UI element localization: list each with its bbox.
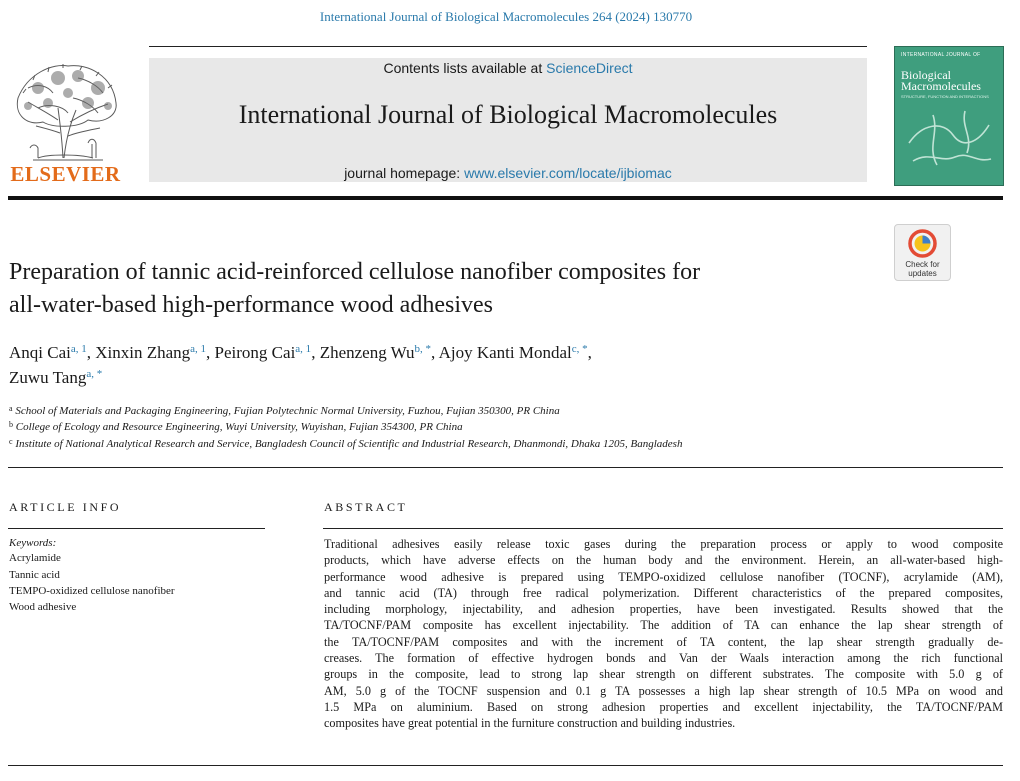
masthead-bottom-rule — [8, 196, 1003, 200]
author-affiliation-mark[interactable]: a, 1 — [295, 343, 312, 355]
affiliation-mark: c — [9, 437, 13, 446]
abstract-line: creases. The formation of effective hydrogen bonds and Van der Waals interaction among the rich functional — [324, 651, 1003, 666]
article-title — [9, 256, 879, 322]
abstract-line: performance wood adhesive is prepared using TEMPO-oxidized cellulose nanofiber (TOCNF), acrylamide (AM), — [324, 569, 1003, 584]
affiliation-b — [9, 421, 463, 433]
abstract-body — [324, 536, 1003, 732]
affiliation-text: College of Ecology and Resource Engineering, Wuyi University, Wuyishan, Fujian 354300, PR China — [15, 421, 463, 433]
affiliation-mark: b — [9, 420, 13, 429]
page-bottom-rule — [8, 765, 1003, 766]
journal-title: International Journal of Biological Macromolecules — [238, 100, 778, 129]
elsevier-wordmark: ELSEVIER — [10, 162, 121, 186]
author-name[interactable]: Anqi Cai — [9, 343, 71, 362]
abstract-rule — [323, 528, 1003, 529]
article-title-line2: all-water-based high-performance wood adhesives — [9, 292, 493, 318]
section-divider — [8, 467, 1003, 468]
affiliation-c — [9, 438, 682, 450]
abstract-heading: ABSTRACT — [324, 500, 408, 514]
author-separator: , — [311, 343, 320, 362]
abstract-line: 1.5 MPa on aluminium. Based on strong adhesion properties and excellent injectability, the TA/TOCNF/PAM — [324, 699, 1003, 714]
article-info-rule — [8, 528, 265, 529]
cover-artwork — [903, 103, 995, 175]
author-name[interactable]: Peirong Cai — [214, 343, 296, 362]
keyword-item: TEMPO-oxidized cellulose nanofiber — [9, 585, 175, 597]
abstract-line: AM, 5.0 g of the TOCNF suspension and 0.1 g TA possesses a high lap shear strength of 10.5 MPa on wood and — [324, 683, 1003, 698]
author-affiliation-mark[interactable]: c, * — [571, 343, 588, 355]
check-updates-label — [895, 260, 950, 278]
keyword-item: Acrylamide — [9, 552, 61, 564]
check-updates-icon — [908, 229, 937, 258]
check-for-updates-button[interactable] — [894, 224, 951, 281]
keyword-item: Wood adhesive — [9, 601, 77, 613]
cover-title — [901, 70, 981, 92]
abstract-line: composites have great potential in the furniture construction and building industries. — [324, 716, 736, 731]
affiliation-text: Institute of National Analytical Research and Service, Bangladesh Council of Scientific and Industrial Research, Dhanmondi, Dhaka 1205, Bangladesh — [15, 438, 683, 450]
author-name[interactable]: Zhenzeng Wu — [319, 343, 415, 362]
journal-cover-thumbnail[interactable] — [894, 46, 1004, 186]
article-info-heading: ARTICLE INFO — [9, 500, 122, 514]
abstract-line: and tannic acid (TA) through free radical polymerization. Different characteristics of the prepared composites, — [324, 585, 1003, 600]
keyword-item: Tannic acid — [9, 569, 60, 581]
masthead-top-rule — [149, 46, 867, 47]
author-affiliation-mark[interactable]: a, 1 — [190, 343, 207, 355]
abstract-line: groups in the composite, lead to strong lap shear strength on different substrates. The composite with 5.0 g of — [324, 667, 1003, 682]
abstract-line: including morphology, injectability, and adhesion properties, have been investigated. Results showed that the — [324, 602, 1003, 617]
journal-homepage-line — [149, 165, 867, 181]
homepage-prefix: journal homepage: — [344, 165, 465, 181]
author-separator: , — [587, 343, 592, 362]
keywords-heading: Keywords: — [9, 537, 57, 549]
cover-top-text: INTERNATIONAL JOURNAL OF — [901, 52, 981, 58]
abstract-line: products, which have adverse effects on the human body and the environment. Herein, an all-water-based high- — [324, 553, 1003, 568]
affiliation-a — [9, 405, 560, 417]
author-name[interactable]: Ajoy Kanti Mondal — [438, 343, 572, 362]
affiliation-text: School of Materials and Packaging Engineering, Fujian Polytechnic Normal University, Fuzhou, Fujian 350300, PR China — [15, 405, 560, 417]
author-affiliation-mark[interactable]: a, 1 — [70, 343, 87, 355]
check-updates-line1: Check for — [905, 260, 940, 269]
author-list — [9, 340, 969, 390]
sciencedirect-link[interactable]: ScienceDirect — [546, 60, 633, 76]
author-separator: , — [431, 343, 439, 362]
contents-prefix: Contents lists available at — [383, 60, 547, 76]
author-name[interactable]: Xinxin Zhang — [95, 343, 191, 362]
cover-title-line2: Macromolecules — [901, 79, 981, 93]
author-affiliation-mark[interactable]: a, * — [86, 368, 103, 380]
cover-title-line1: Biological — [901, 68, 951, 82]
journal-homepage-link[interactable]: www.elsevier.com/locate/ijbiomac — [464, 165, 672, 181]
author-name[interactable]: Zuwu Tang — [9, 368, 87, 387]
affiliation-mark: a — [9, 404, 13, 413]
contents-available-line — [149, 60, 867, 76]
abstract-line: TA/TOCNF/PAM composite has excellent injectability. The addition of TA can enhance the lap shear strength of — [324, 618, 1003, 633]
journal-citation[interactable]: International Journal of Biological Macromolecules 264 (2024) 130770 — [319, 9, 693, 24]
abstract-line: Traditional adhesives easily release toxic gases during the preparation process or apply to wood composite — [324, 537, 1003, 551]
author-affiliation-mark[interactable]: b, * — [414, 343, 432, 355]
abstract-line: the TA/TOCNF/PAM composites and with the increment of TA content, the lap shear strength gradually de- — [324, 634, 1003, 649]
cover-subtitle: STRUCTURE, FUNCTION AND INTERACTIONS — [901, 94, 989, 99]
check-updates-line2: updates — [908, 269, 937, 278]
author-separator: , — [86, 343, 96, 362]
article-title-line1: Preparation of tannic acid-reinforced cellulose nanofiber composites for — [9, 259, 701, 285]
author-separator: , — [206, 343, 215, 362]
